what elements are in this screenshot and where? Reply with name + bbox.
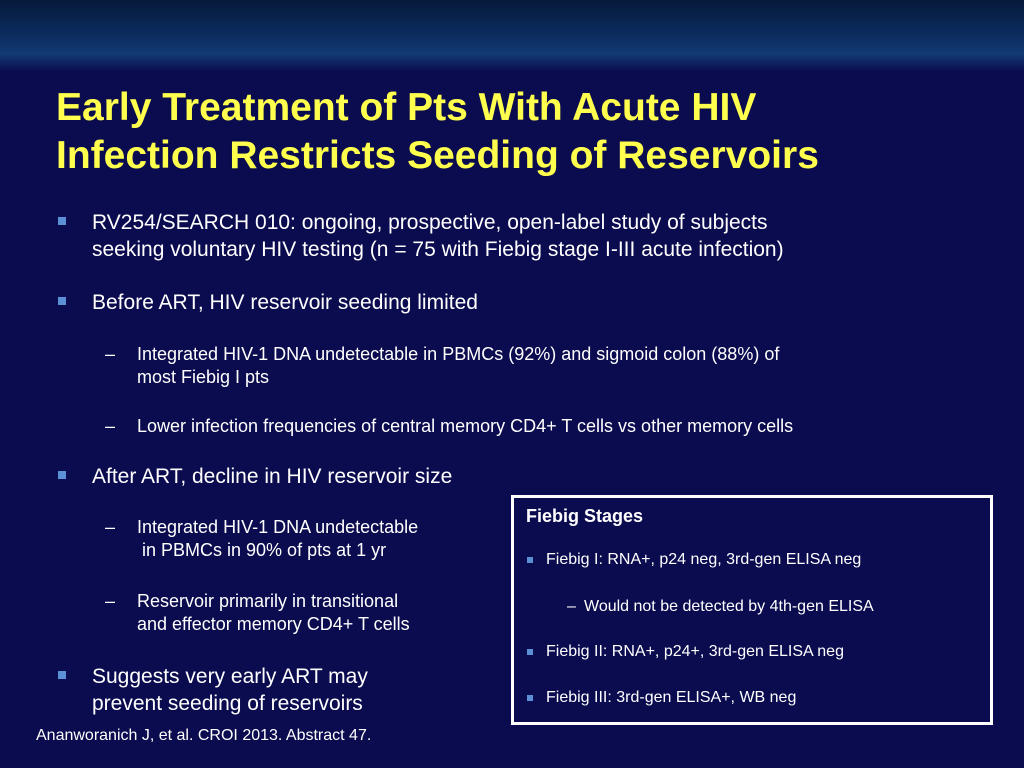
- square-bullet-icon: [58, 217, 66, 225]
- square-bullet-icon: [58, 471, 66, 479]
- bullet-before-art: [92, 289, 478, 316]
- bullet-suggests-early-art: [92, 663, 368, 717]
- subbullet-integrated-dna-90pct-line-2: in PBMCs in 90% of pts at 1 yr: [137, 540, 387, 560]
- dash-bullet-icon: –: [105, 416, 116, 436]
- slide-title-line-2: Infection Restricts Seeding of Reservoirs: [56, 134, 819, 177]
- bullet-after-art: [92, 463, 452, 490]
- subbullet-reservoir-transitional: [105, 590, 410, 636]
- dash-bullet-icon: –: [105, 591, 116, 611]
- fiebig-stage-1: [546, 551, 861, 569]
- square-bullet-icon: [58, 297, 66, 305]
- citation: Ananworanich J, et al. CROI 2013. Abstract 47.: [36, 727, 372, 744]
- fiebig-stage-1-note-text: Would not be detected by 4th-gen ELISA: [584, 598, 874, 615]
- subbullet-integrated-dna-line-2: most Fiebig I pts: [137, 367, 270, 387]
- fiebig-stage-2-text: Fiebig II: RNA+, p24+, 3rd-gen ELISA neg: [546, 643, 844, 660]
- dash-bullet-icon: –: [105, 517, 116, 537]
- bullet-suggests-line-2: prevent seeding of reservoirs: [92, 692, 363, 715]
- subbullet-integrated-dna-90pct-line-1: Integrated HIV-1 DNA undetectable: [137, 517, 419, 537]
- subbullet-integrated-dna-pbmc-colon: [105, 343, 780, 389]
- bullet-study-design-line-1: RV254/SEARCH 010: ongoing, prospective, open-label study of subjects: [92, 211, 768, 234]
- square-bullet-icon: [527, 649, 533, 655]
- fiebig-stage-1-note: [567, 598, 874, 616]
- subbullet-reservoir-line-1: Reservoir primarily in transitional: [137, 591, 399, 611]
- fiebig-stage-3: [546, 689, 796, 707]
- subbullet-lower-infection-frequencies: [105, 415, 794, 438]
- bullet-study-design: [92, 209, 784, 263]
- fiebig-stages-title: Fiebig Stages: [526, 506, 644, 526]
- square-bullet-icon: [58, 671, 66, 679]
- bullet-after-art-text: After ART, decline in HIV reservoir size: [92, 465, 453, 488]
- square-bullet-icon: [527, 695, 533, 701]
- square-bullet-icon: [527, 557, 533, 563]
- bullet-before-art-text: Before ART, HIV reservoir seeding limited: [92, 291, 478, 314]
- dash-bullet-icon: –: [105, 344, 116, 364]
- fiebig-stages-box: [511, 495, 993, 725]
- subbullet-integrated-dna-90pct: [105, 516, 419, 562]
- fiebig-stage-2: [546, 643, 844, 661]
- subbullet-reservoir-line-2: and effector memory CD4+ T cells: [137, 614, 410, 634]
- fiebig-stage-1-text: Fiebig I: RNA+, p24 neg, 3rd-gen ELISA neg: [546, 551, 862, 568]
- dash-bullet-icon: –: [567, 598, 576, 615]
- slide-title-line-1: Early Treatment of Pts With Acute HIV: [56, 86, 757, 129]
- subbullet-integrated-dna-line-1: Integrated HIV-1 DNA undetectable in PBMCs (92%) and sigmoid colon (88%) of: [137, 344, 780, 364]
- bullet-study-design-line-2: seeking voluntary HIV testing (n = 75 with Fiebig stage I-III acute infection): [92, 238, 784, 261]
- subbullet-lower-infection-line-1: Lower infection frequencies of central memory CD4+ T cells vs other memory cells: [137, 416, 794, 436]
- bullet-suggests-line-1: Suggests very early ART may: [92, 665, 368, 688]
- fiebig-stage-3-text: Fiebig III: 3rd-gen ELISA+, WB neg: [546, 689, 797, 706]
